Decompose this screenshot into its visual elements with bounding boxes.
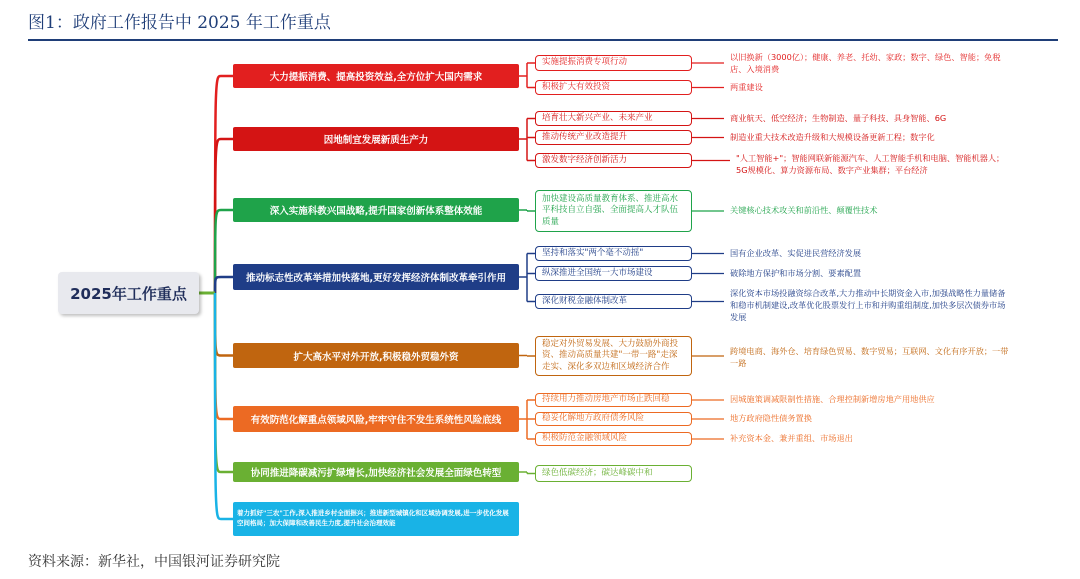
detail-text: [730, 113, 946, 125]
category-node: 因地制宜发展新质生产力: [233, 127, 519, 151]
sub-item: 积极防范金融领域风险: [535, 432, 692, 446]
detail-line: 5G规模化、算力资源布局、数字产业集群；平台经济: [736, 164, 928, 175]
category-node: 深入实施科教兴国战略,提升国家创新体系整体效能: [233, 198, 519, 222]
figure-title: 图1：政府工作报告中 2025 年工作重点: [28, 13, 331, 33]
detail-line: 深化资本市场投融资综合改革,大力推动中长期资金入市,加强战略性力量储备: [730, 288, 1006, 298]
detail-text: [730, 394, 935, 406]
sub-item: 实施提振消费专项行动: [535, 55, 692, 71]
detail-text: [730, 288, 1005, 324]
detail-line: 跨境电商、海外仓、培育绿色贸易、数字贸易；互联网、文化有序开放；一带: [730, 346, 1009, 356]
detail-text: [730, 248, 861, 260]
branch-curve: [215, 293, 233, 519]
detail-text: [730, 433, 853, 445]
category-node: 扩大高水平对外开放,积极稳外贸稳外资: [233, 343, 519, 368]
detail-text: [730, 413, 812, 425]
sub-item: 推动传统产业改造提升: [535, 130, 692, 145]
detail-line: 发展: [730, 311, 747, 322]
branch-curve: [215, 293, 233, 472]
detail-line: 地方政府隐性债务置换: [730, 413, 812, 423]
detail-text: [730, 346, 1008, 370]
detail-line: 制造业重大技术改造升级和大规模设备更新工程；数字化: [730, 131, 935, 142]
detail-line: 店、入境消费: [730, 63, 780, 74]
category-node: 着力抓好"三农"工作,深入推进乡村全面振兴；推进新型城镇化和区域协调发展,进一步优化发展空间格局；加大保障和改善民生力度,提升社会治理效能: [233, 502, 519, 536]
detail-line: "人工智能+"；智能网联新能源汽车、人工智能手机和电脑、智能机器人；: [736, 153, 1005, 163]
sub-item: 稳妥化解地方政府债务风险: [535, 412, 692, 426]
detail-line: 破除地方保护和市场分割、要素配置: [730, 267, 862, 278]
detail-line: 国有企业改革、实促进民营经济发展: [730, 247, 862, 258]
detail-line: 因城施策调减限制性措施、合理控制新增房地产用地供应: [730, 394, 935, 404]
sub-item: 坚持和落实"两个毫不动摇": [535, 246, 692, 261]
branch-curve: [215, 210, 233, 293]
source-note: 资料来源：新华社，中国银河证券研究院: [28, 554, 280, 570]
category-node: 大力提振消费、提高投资效益,全方位扩大国内需求: [233, 64, 519, 88]
detail-line: 两重建设: [730, 81, 763, 92]
category-node: 推动标志性改革举措加快落地,更好发挥经济体制改革牵引作用: [233, 264, 519, 290]
branch-curve: [215, 293, 233, 356]
sub-item: 深化财税金融体制改革: [535, 294, 692, 309]
branch-curve: [215, 76, 233, 293]
detail-text: [730, 268, 861, 280]
detail-line: 和稳市机制建设,改革优化股票发行上市和并购重组制度,加快多层次债券市场: [730, 299, 1006, 310]
sub-item: 激发数字经济创新活力: [535, 153, 692, 168]
detail-text: [730, 82, 763, 94]
sub-item: 稳定对外贸易发展、大力鼓励外商投资、推动高质量共建"一带一路"走深走实、深化多双边和区域经济合作: [535, 336, 692, 376]
sub-item: 绿色低碳经济；碳达峰碳中和: [535, 465, 692, 482]
detail-line: 一路: [730, 357, 747, 368]
branch-curve: [215, 277, 233, 293]
sub-item: 培育壮大新兴产业、未来产业: [535, 111, 692, 126]
sub-item: 纵深推进全国统一大市场建设: [535, 266, 692, 281]
detail-text: [730, 132, 935, 144]
sub-item: 加快建设高质量教育体系、推进高水平科技自立自强、全面提高人才队伍质量: [535, 190, 692, 232]
detail-text: [730, 205, 877, 217]
detail-text: [730, 52, 1001, 76]
branch-curve: [215, 139, 233, 293]
detail-line: 关键核心技术攻关和前沿性、颠覆性技术: [730, 205, 878, 215]
detail-line: 补充资本金、兼并重组、市场退出: [730, 433, 853, 443]
sub-item: 持续用力推动房地产市场止跌回稳: [535, 393, 692, 407]
root-node: 2025年工作重点: [58, 272, 199, 314]
detail-line: 以旧换新（3000亿）；健康、养老、托幼、家政；数字、绿色、智能；免税: [730, 52, 1001, 62]
sub-item: 积极扩大有效投资: [535, 80, 692, 95]
category-node: 协同推进降碳减污扩绿增长,加快经济社会发展全面绿色转型: [233, 462, 519, 482]
detail-line: 商业航天、低空经济；生物制造、量子科技、具身智能、6G: [730, 112, 947, 123]
category-node: 有效防范化解重点领域风险,牢牢守住不发生系统性风险底线: [233, 406, 519, 432]
detail-text: [736, 153, 1004, 177]
